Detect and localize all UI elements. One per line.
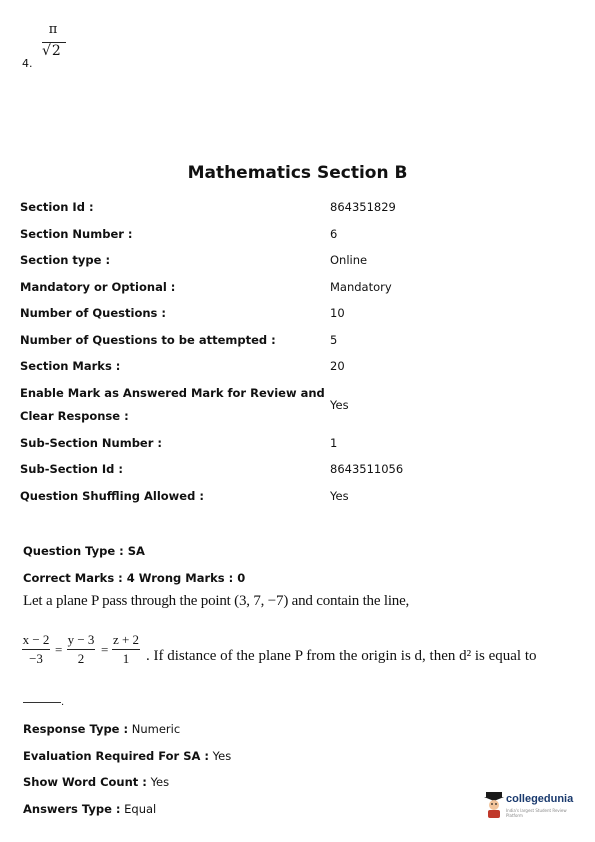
row-value: 1	[330, 436, 338, 450]
row-value: Mandatory	[330, 280, 392, 294]
eq-sign: =	[101, 642, 109, 657]
answers-type-label: Answers Type :	[23, 802, 121, 816]
response-type-value: Numeric	[131, 722, 181, 736]
row-value: 8643511056	[330, 462, 404, 476]
row-label: Section type :	[20, 253, 111, 267]
line-equation	[22, 632, 144, 678]
row-value: 6	[330, 227, 338, 241]
row-enable-mark	[20, 386, 560, 426]
logo-tagline: India's largest Student Review Platform	[506, 808, 567, 818]
eq-numerator: x − 2	[22, 632, 50, 647]
row-label: Section Marks :	[20, 359, 121, 373]
option-denominator	[42, 43, 62, 59]
section-title: Mathematics Section B	[187, 163, 408, 183]
radicand: 2	[51, 43, 61, 59]
option-number: 4.	[22, 57, 33, 70]
mascot-icon	[484, 792, 504, 818]
response-type	[23, 722, 180, 736]
row-label: Mandatory or Optional :	[20, 280, 176, 294]
evaluation-required	[23, 749, 231, 763]
row-label-line2: Clear Response :	[20, 409, 129, 423]
row-value: 5	[330, 333, 338, 347]
logo-name: collegedunia	[506, 793, 574, 805]
row-label: Question Shuffling Allowed :	[20, 489, 204, 503]
eq-numerator: z + 2	[112, 632, 140, 647]
row-value: Online	[330, 253, 368, 267]
answers-type	[23, 802, 156, 816]
collegedunia-logo	[484, 790, 584, 820]
question-marks: Correct Marks : 4 Wrong Marks : 0	[23, 571, 246, 585]
show-word-count	[23, 775, 169, 789]
row-label: Sub-Section Id :	[20, 462, 124, 476]
row-label: Section Number :	[20, 227, 133, 241]
word-count-value: Yes	[150, 775, 170, 789]
eq-denominator: 1	[122, 651, 130, 666]
answer-blank-end: .	[61, 697, 65, 708]
question-tail: . If distance of the plane P from the origin is d, then d² is equal to	[146, 648, 537, 664]
row-value: 864351829	[330, 200, 396, 214]
row-label: Number of Questions :	[20, 306, 166, 320]
eq-sign: =	[55, 642, 63, 657]
evaluation-label: Evaluation Required For SA :	[23, 749, 210, 763]
response-type-label: Response Type :	[23, 722, 129, 736]
row-value: 10	[330, 306, 345, 320]
question-type: Question Type : SA	[23, 544, 145, 558]
eq-denominator: −3	[29, 651, 43, 666]
eq-denominator: 2	[77, 651, 85, 666]
eq-fraction-3	[112, 632, 140, 667]
radical-sign: √	[42, 43, 51, 59]
row-value: Yes	[330, 489, 349, 503]
eq-fraction-1	[22, 632, 50, 667]
answers-type-value: Equal	[124, 802, 157, 816]
row-label: Enable Mark as Answered Mark for Review and	[20, 386, 325, 400]
row-value: Yes	[330, 398, 349, 412]
row-value: 20	[330, 359, 345, 373]
row-label: Sub-Section Number :	[20, 436, 163, 450]
row-label: Section Id :	[20, 200, 94, 214]
evaluation-value: Yes	[212, 749, 232, 763]
answer-blank	[23, 702, 61, 703]
eq-numerator: y − 3	[67, 632, 95, 647]
row-label: Number of Questions to be attempted :	[20, 333, 276, 347]
word-count-label: Show Word Count :	[23, 775, 147, 789]
question-text: Let a plane P pass through the point (3, 7, −7) and contain the line,	[23, 593, 410, 609]
option-numerator: π	[48, 22, 58, 37]
eq-fraction-2	[67, 632, 95, 667]
